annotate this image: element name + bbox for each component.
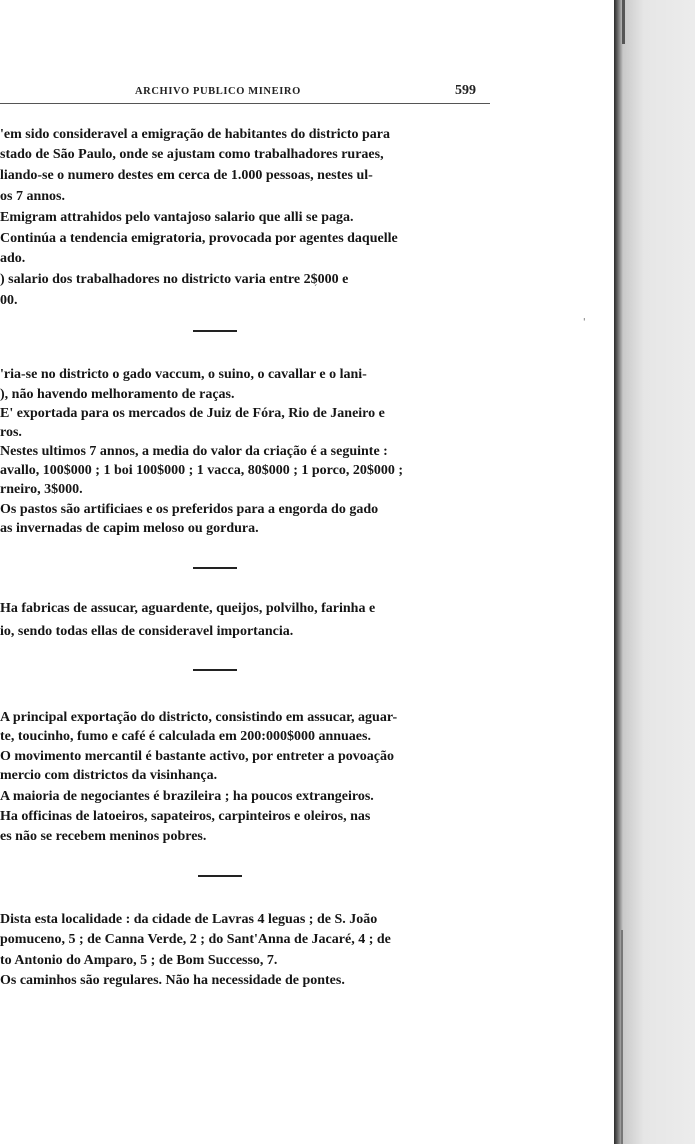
page-edge-mark	[621, 930, 623, 1144]
text-line: Os pastos são artificiaes e os preferidos para a engorda do gado	[0, 502, 379, 517]
text-line: as invernadas de capim meloso ou gordura.	[0, 521, 259, 536]
text-line: 'ria-se no districto o gado vaccum, o suino, o cavallar e o lani-	[0, 367, 367, 382]
text-line: A principal exportação do districto, consistindo em assucar, aguar-	[0, 710, 398, 725]
text-line: ), não havendo melhoramento de raças.	[0, 387, 235, 402]
text-line: os 7 annos.	[0, 189, 65, 204]
text-line: O movimento mercantil é bastante activo, por entreter a povoação	[0, 749, 395, 764]
header-rule	[0, 103, 490, 104]
text-line: 00.	[0, 293, 18, 308]
text-line: Continúa a tendencia emigratoria, provocada por agentes daquelle	[0, 231, 398, 246]
text-line: avallo, 100$000 ; 1 boi 100$000 ; 1 vacca, 80$000 ; 1 porco, 20$000 ;	[0, 463, 403, 478]
section-separator	[193, 330, 237, 332]
page-edge-mark	[622, 0, 625, 44]
page-header	[0, 83, 490, 103]
text-line: 'em sido consideravel a emigração de habitantes do districto para	[0, 127, 391, 142]
text-line: to Antonio do Amparo, 5 ; de Bom Successo, 7.	[0, 953, 278, 968]
scan-speck: '	[583, 318, 586, 328]
text-line: te, toucinho, fumo e café é calculada em 200:000$000 annuaes.	[0, 729, 371, 744]
text-line: Nestes ultimos 7 annos, a media do valor da criação é a seguinte :	[0, 444, 388, 459]
text-line: rneiro, 3$000.	[0, 482, 83, 497]
page-number: 599	[455, 83, 476, 98]
text-line: ado.	[0, 251, 26, 266]
text-line: Dista esta localidade : da cidade de Lavras 4 leguas ; de S. João	[0, 912, 378, 927]
text-line: Os caminhos são regulares. Não ha necessidade de pontes.	[0, 973, 345, 988]
text-line: Ha officinas de latoeiros, sapateiros, carpinteiros e oleiros, nas	[0, 809, 371, 824]
text-line: Ha fabricas de assucar, aguardente, queijos, polvilho, farinha e	[0, 601, 376, 616]
text-line: liando-se o numero destes em cerca de 1.000 pessoas, nestes ul-	[0, 168, 373, 183]
text-line: pomuceno, 5 ; de Canna Verde, 2 ; do Sant'Anna de Jacaré, 4 ; de	[0, 932, 391, 947]
page-edge-shadow	[614, 0, 695, 1144]
section-separator	[198, 875, 242, 877]
text-line: A maioria de negociantes é brazileira ; ha poucos extrangeiros.	[0, 789, 374, 804]
text-line: Emigram attrahidos pelo vantajoso salario que alli se paga.	[0, 210, 354, 225]
text-line: io, sendo todas ellas de consideravel importancia.	[0, 624, 294, 639]
scan-speck: ´	[313, 285, 318, 295]
text-line: es não se recebem meninos pobres.	[0, 829, 207, 844]
text-line: E' exportada para os mercados de Juiz de Fóra, Rio de Janeiro e	[0, 406, 385, 421]
text-line: stado de São Paulo, onde se ajustam como trabalhadores ruraes,	[0, 147, 384, 162]
text-line: ros.	[0, 425, 22, 440]
section-separator	[193, 567, 237, 569]
text-line: mercio com districtos da visinhança.	[0, 768, 218, 783]
running-title: ARCHIVO PUBLICO MINEIRO	[135, 86, 301, 97]
text-line: ) salario dos trabalhadores no districto varia entre 2$000 e	[0, 272, 349, 287]
section-separator	[193, 669, 237, 671]
